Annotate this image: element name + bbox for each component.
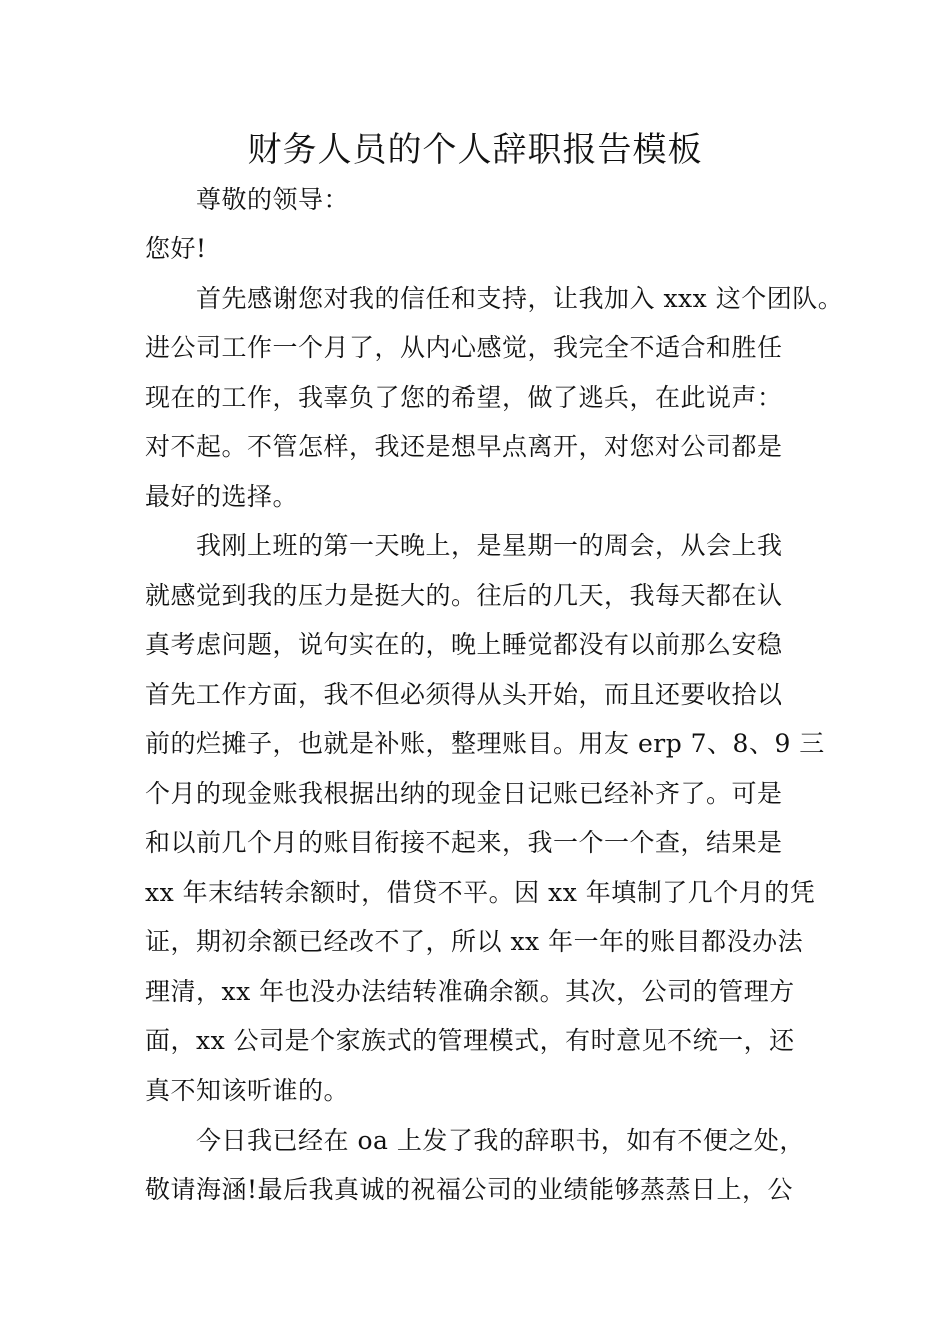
paragraph-line: 最好的选择。 <box>145 482 299 511</box>
paragraph-line: 我刚上班的第一天晚上，是星期一的周会，从会上我 <box>196 531 783 560</box>
salutation: 尊敬的领导： <box>196 185 350 214</box>
paragraph-line: 对不起。不管怎样，我还是想早点离开，对您对公司都是 <box>145 432 783 461</box>
greeting: 您好! <box>145 234 207 263</box>
paragraph-line: 证，期初余额已经改不了，所以 xx 年一年的账目都没办法 <box>145 927 804 956</box>
paragraph-line: xx 年末结转余额时，借贷不平。因 xx 年填制了几个月的凭 <box>145 878 816 907</box>
document-title: 财务人员的个人辞职报告模板 <box>247 130 703 170</box>
paragraph-line: 敬请海涵!最后我真诚的祝福公司的业绩能够蒸蒸日上，公 <box>145 1175 794 1204</box>
paragraph-line: 今日我已经在 oa 上发了我的辞职书，如有不便之处， <box>196 1126 805 1155</box>
paragraph-line: 前的烂摊子，也就是补账，整理账目。用友 erp 7、8、9 三 <box>145 729 825 758</box>
paragraph-line: 首先感谢您对我的信任和支持，让我加入 xxx 这个团队。 <box>196 284 844 313</box>
paragraph-line: 进公司工作一个月了，从内心感觉，我完全不适合和胜任 <box>145 333 783 362</box>
paragraph-line: 面，xx 公司是个家族式的管理模式，有时意见不统一，还 <box>145 1026 795 1055</box>
paragraph-line: 和以前几个月的账目衔接不起来，我一个一个查，结果是 <box>145 828 783 857</box>
paragraph-line: 现在的工作，我辜负了您的希望，做了逃兵，在此说声： <box>145 383 783 412</box>
paragraph-line: 理清，xx 年也没办法结转准确余额。其次，公司的管理方 <box>145 977 795 1006</box>
paragraph-line: 真不知该听谁的。 <box>145 1076 350 1105</box>
paragraph-line: 个月的现金账我根据出纳的现金日记账已经补齐了。可是 <box>145 779 783 808</box>
paragraph-line: 真考虑问题，说句实在的，晚上睡觉都没有以前那么安稳 <box>145 630 783 659</box>
paragraph-line: 就感觉到我的压力是挺大的。往后的几天，我每天都在认 <box>145 581 783 610</box>
paragraph-line: 首先工作方面，我不但必须得从头开始，而且还要收拾以 <box>145 680 783 709</box>
